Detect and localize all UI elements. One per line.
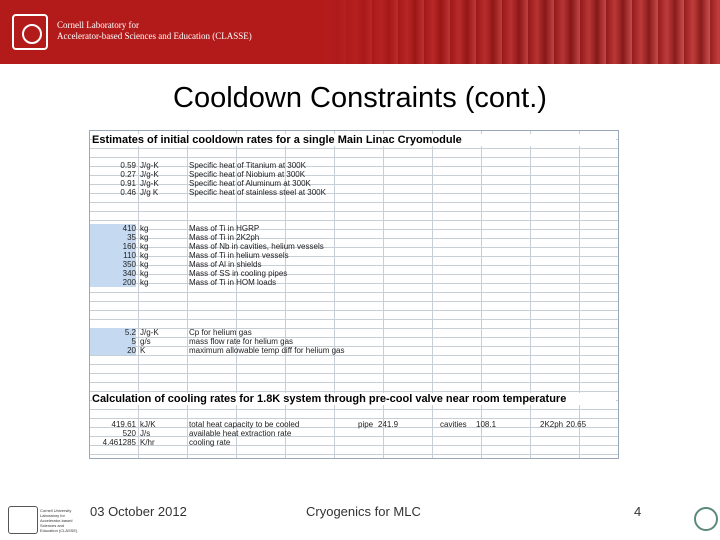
header-photo: [320, 0, 720, 64]
cell-description: available heat extraction rate: [189, 429, 292, 438]
cornell-seal-icon: [12, 14, 48, 50]
cell-value: 520: [122, 429, 136, 438]
cell-unit: J/g-K: [140, 161, 159, 170]
cavities-label: cavities: [440, 420, 467, 429]
cell-value: 35: [90, 233, 136, 242]
table-row: [90, 251, 618, 260]
2k2ph-value: 20.65: [566, 420, 587, 429]
cell-unit: K: [140, 346, 146, 355]
cell-unit: g/s: [140, 337, 151, 346]
table-row: [90, 260, 618, 269]
cell-value: 0.46: [120, 188, 136, 197]
table-row: [90, 161, 618, 170]
cell-unit: kg: [140, 278, 149, 287]
cavities-value: 108.1: [476, 420, 497, 429]
cell-unit: kg: [140, 269, 149, 278]
table-row: [90, 179, 618, 188]
footer-logo-text: Cornell University Laboratory for Accelerator-based Sciences and Education (CLASSE): [40, 508, 78, 533]
institution-line-2: Accelerator-based Sciences and Education (CLASSE): [57, 31, 252, 41]
cell-unit: J/g-K: [140, 170, 159, 179]
table-heading-estimates: Estimates of initial cooldown rates for a single Main Linac Cryomodule: [92, 134, 616, 146]
cell-value: 5: [90, 337, 136, 346]
table-row: [90, 278, 618, 287]
slide-title: Cooldown Constraints (cont.): [173, 82, 547, 114]
table-row: [90, 233, 618, 242]
cornell-logo-icon: [8, 506, 38, 534]
cell-value: 419.61: [111, 420, 136, 429]
cell-unit: kg: [140, 260, 149, 269]
cell-value: 4.461285: [102, 438, 136, 447]
cell-description: Cp for helium gas: [189, 328, 252, 337]
cell-unit: J/g-K: [140, 179, 159, 188]
cell-description: Specific heat of Titanium at 300K: [189, 161, 306, 170]
institution-name: [57, 20, 252, 42]
table-row: [90, 346, 618, 355]
cell-value: 110: [90, 251, 136, 260]
table-row: [90, 224, 618, 233]
table-heading-calculation: Calculation of cooling rates for 1.8K system through pre-cool valve near room temperature: [92, 393, 616, 405]
cell-unit: kg: [140, 242, 149, 251]
cell-description: Mass of Ti in HOM loads: [189, 278, 277, 287]
cell-value: 200: [90, 278, 136, 287]
spreadsheet-table: [89, 130, 619, 459]
cell-description: Mass of Ti in 2K2ph: [189, 233, 260, 242]
2k2ph-label: 2K2ph: [540, 420, 564, 429]
cell-description: mass flow rate for helium gas: [189, 337, 294, 346]
cell-unit: K/hr: [140, 438, 155, 447]
cell-description: Mass of Al in shields: [189, 260, 262, 269]
cell-value: 350: [90, 260, 136, 269]
cell-value: 5.2: [90, 328, 136, 337]
table-row: [90, 438, 618, 447]
cell-value: 0.59: [120, 161, 136, 170]
pipe-label: pipe: [358, 420, 374, 429]
cell-description: Mass of Ti in helium vessels: [189, 251, 289, 260]
cell-unit: J/g K: [140, 188, 159, 197]
cell-value: 340: [90, 269, 136, 278]
header-banner: [0, 0, 720, 64]
classe-logo-icon: [694, 507, 718, 531]
cell-unit: J/g-K: [140, 328, 159, 337]
footer-date: 03 October 2012: [90, 504, 187, 519]
cell-value: 0.91: [120, 179, 136, 188]
cell-description: total heat capacity to be cooled: [189, 420, 300, 429]
cell-unit: kJ/K: [140, 420, 156, 429]
table-row: [90, 170, 618, 179]
cell-value: 410: [90, 224, 136, 233]
table-row: [90, 328, 618, 337]
institution-line-1: Cornell Laboratory for: [57, 20, 139, 30]
cell-description: Mass of SS in cooling pipes: [189, 269, 288, 278]
cell-description: Specific heat of Niobium at 300K: [189, 170, 306, 179]
extras-row: [90, 420, 618, 429]
cell-unit: J/s: [140, 429, 151, 438]
cell-unit: kg: [140, 251, 149, 260]
cell-unit: kg: [140, 233, 149, 242]
footer-title: Cryogenics for MLC: [306, 504, 421, 519]
cell-value: 20: [90, 346, 136, 355]
table-row: [90, 188, 618, 197]
table-row: [90, 242, 618, 251]
cell-value: 160: [90, 242, 136, 251]
cell-description: maximum allowable temp diff for helium gas: [189, 346, 345, 355]
table-row: [90, 337, 618, 346]
cell-description: cooling rate: [189, 438, 231, 447]
cell-description: Specific heat of stainless steel at 300K: [189, 188, 326, 197]
cell-description: Mass of Nb in cavities, helium vessels: [189, 242, 324, 251]
cell-value: 0.27: [120, 170, 136, 179]
table-row: [90, 429, 618, 438]
table-row: [90, 269, 618, 278]
pipe-value: 241.9: [378, 420, 399, 429]
page-number: 4: [634, 504, 642, 519]
cell-unit: kg: [140, 224, 149, 233]
cell-description: Specific heat of Aluminum at 300K: [189, 179, 311, 188]
cell-description: Mass of Ti in HGRP: [189, 224, 260, 233]
